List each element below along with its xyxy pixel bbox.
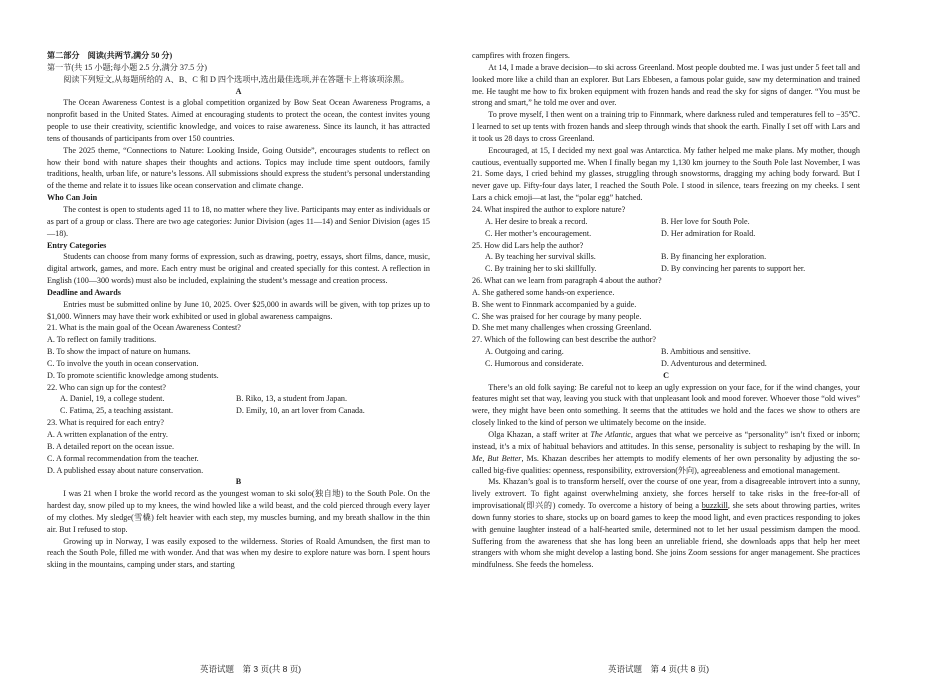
option: A. Outgoing and caring.	[485, 347, 564, 357]
option: A. Her desire to break a record.	[485, 216, 588, 226]
subheading-who-can-join: Who Can Join	[47, 193, 98, 203]
option: A. By teaching her survival skills.	[485, 252, 596, 262]
text: , argues that what we perceive as “personality” isn’t fixed or inborn; instead, it’s a mix of habitual behaviors and attitudes. In this sense, personality is subject to reshaping by the will. In	[472, 430, 861, 451]
instructions: 阅读下列短文,从每题所给的 A、B、C 和 D 四个选项中,选出最佳选项,并在答题卡上将该项涂黑。	[63, 74, 409, 84]
option: A. A written explanation of the entry.	[47, 430, 168, 439]
option: D. She met many challenges when crossing Greenland.	[472, 323, 652, 333]
option: D. Her admiration for Roald.	[661, 228, 756, 238]
section-note: 第一节(共 15 小题;每小题 2.5 分,满分 37.5 分)	[47, 62, 208, 72]
paragraph: Entries must be submitted online by June 10, 2025. Over $25,000 in awards will be given, with top prizes up to $1,000. Winners may have their work exhibited or used in global awareness campaigns.	[47, 299, 430, 321]
option: D. A published essay about nature conservation.	[47, 465, 204, 475]
question-27: 27. Which of the following can best describe the author?	[472, 335, 656, 345]
option: C. By training her to ski skillfully.	[485, 264, 597, 274]
option: C. To involve the youth in ocean conservation.	[47, 358, 199, 368]
option-row	[485, 228, 860, 240]
option: B. Her love for South Pole.	[661, 216, 750, 226]
option: D. Emily, 10, an art lover from Canada.	[236, 406, 365, 416]
option-row	[485, 251, 860, 263]
passage-a-label: A	[235, 86, 242, 96]
option: B. A detailed report on the ocean issue.	[47, 441, 175, 451]
paragraph: The contest is open to students aged 11 to 18, no matter where they live. Participants may enter as individuals or as part of a group or class. There are two age categories: Junior Division (ages 11—14) and Senior Division (ages 15—18).	[47, 204, 430, 238]
text: , Ms. Khazan describes her attempts to modify elements of her own personality by adjusting the so-called big-five qualities: openness, responsibility, extroversion(外向), agreeableness and emotional management.	[472, 453, 861, 475]
passage-b-label: B	[235, 477, 242, 487]
passage-c-label: C	[663, 370, 669, 380]
left-column	[47, 50, 430, 571]
option: C. She was praised for her courage by many people.	[472, 311, 642, 321]
paragraph: Students can choose from many forms of expression, such as drawing, poetry, essays, short films, dance, music, digital artwork, games, and more. Each entry must be original and created specially for this contest. A reflection in English (100—300 words) must also be included, explaining the student’s message and creation process.	[47, 252, 430, 286]
paragraph: Growing up in Norway, I was easily exposed to the wilderness. Stories of Roald Amundsen, the first man to reach the South Pole, filled me with wonder. And that was when my desire to explore nature was born. I spent hours skiing in the mountains, camping under stars, and starting	[47, 536, 430, 570]
magazine-title: The Atlantic	[590, 430, 631, 439]
section-heading: 第二部分 阅读(共两节,满分 50 分)	[47, 51, 173, 60]
question-21: 21. What is the main goal of the Ocean Awareness Contest?	[47, 323, 241, 333]
option: D. By convincing her parents to support her.	[661, 264, 806, 274]
option: C. Her mother’s encouragement.	[485, 228, 592, 238]
option: B. She went to Finnmark accompanied by a guide.	[472, 299, 637, 309]
option-row	[485, 216, 860, 228]
option: B. To show the impact of nature on humans.	[47, 347, 191, 357]
option-row	[485, 263, 860, 275]
question-22: 22. Who can sign up for the contest?	[47, 382, 166, 392]
option-row	[485, 358, 860, 370]
paragraph: There’s an old folk saying: Be careful not to keep an ugly expression on your face, for if the wind changes, your features might set that way, leaving you stuck with that unpleasant look and mood forever. Whoever those “old wives” were, they might have been onto something. It seems that the attitudes we hold and the faces we show to others are closely linked to the kind of person we ultimately become on the inside.	[472, 382, 860, 428]
option: C. A formal recommendation from the teacher.	[47, 453, 199, 463]
option: B. By financing her exploration.	[661, 252, 767, 262]
paragraph: To prove myself, I then went on a training trip to Finnmark, where darkness ruled and temperatures fell to −35℃. I learned to set up tents with frozen hands and sleep through winds that shook the earth. Finally I set off with Lars and it took us 28 days to cross Greenland.	[472, 110, 860, 143]
question-25: 25. How did Lars help the author?	[472, 240, 584, 250]
option: D. Adventurous and determined.	[661, 358, 767, 368]
question-24: 24. What inspired the author to explore nature?	[472, 204, 626, 214]
option: A. She gathered some hands-on experience.	[472, 287, 615, 297]
option: C. Fatima, 25, a teaching assistant.	[60, 406, 174, 416]
text: , she sets about throwing parties, writes down funny stories to share, stocks up on board games to keep the mood light, and even practices responding to jokes with genuine laughter instead of a half-hearted smile, determined not to let her usual pessimism dampen the mood. Suffering from the awareness that she has long been an unreliable friend, she downloads apps that help her meet strangers with whom she might develop a lasting bond. She joins Zoom sessions for anger management. She practices mindfulness. She feeds the homeless.	[472, 501, 861, 570]
book-title: Me, But Better	[472, 453, 522, 463]
option-row	[60, 405, 430, 417]
right-column	[472, 50, 860, 571]
paragraph	[472, 476, 860, 571]
paragraph: Encouraged, at 15, I decided my next goal was Antarctica. My father helped me make plans. My mother, though cautious, eventually supported me. When I finally began my 1,130 km journey to the South Pole last November, I was 21. Some days, I cried behind my glasses, struggling through snowstorms, dragging my aching body forward. But I never gave up. Fifty-four days later, I reached the South Pole. I stood in silence, tears freezing on my cheeks. I sent Lars a chick emoji—at last, the “polar egg” hatched.	[472, 145, 860, 203]
option: C. Humorous and considerate.	[485, 358, 584, 368]
paragraph	[472, 429, 860, 476]
paragraph: I was 21 when I broke the world record as the youngest woman to ski solo(独自地) to the South Pole. On the hardest day, snow piled up to my knees, the wind howled like a wild beast, and the cold pierced through every layer of my clothes. My sledge(雪橇) felt heavier with each step, my muscles burning, and my breath shallow in the thin air. But I refused to stop.	[47, 489, 430, 534]
page-footer-right: 英语试题 第 4 页(共 8 页)	[608, 664, 710, 674]
question-26: 26. What can we learn from paragraph 4 about the author?	[472, 276, 662, 286]
option: D. To promote scientific knowledge among students.	[47, 370, 219, 380]
paragraph: The Ocean Awareness Contest is a global competition organized by Bow Seat Ocean Awareness Programs, a nonprofit based in the United States. Aimed at encouraging students to protect the ocean, the contest invites young people to use their creativity, scientific knowledge, and voices to raise awareness. Since its launch, it has attracted tens of thousands of participants from over 150 countries.	[47, 98, 430, 143]
subheading-entry-categories: Entry Categories	[47, 240, 107, 250]
paragraph: The 2025 theme, “Connections to Nature: Looking Inside, Going Outside”, encourages students to reflect on how their bond with nature shapes their thoughts and actions. Topics may include time spent outdoors, family traditions, health, urban life, or nature’s lessons. All submissions should express the student’s personal understanding of the theme and relate it to issues like ocean conservation and climate change.	[47, 145, 430, 191]
option: B. Riko, 13, a student from Japan.	[236, 394, 348, 404]
underlined-word: buzzkill	[701, 501, 728, 511]
option: A. Daniel, 19, a college student.	[60, 394, 165, 404]
option: A. To reflect on family traditions.	[47, 335, 157, 345]
text: Ms. Khazan’s goal is to transform herself, over the course of one year, from a disagreeable introvert into a sunny, lively extrovert. To fight against overwhelming anxiety, she forces herself to take risks in the free-for-all of improvisational(即兴的) comedy. To overcome a history of being a	[472, 477, 860, 511]
option-row	[485, 346, 860, 358]
text: Olga Khazan, a staff writer at	[488, 430, 591, 439]
paragraph: At 14, I made a brave decision—to ski across Greenland. Most people doubted me. I was just under 5 feet tall and looked more like a child than an explorer. But Lars Ebbesen, a famous polar guide, saw my determination and trained me. He taught me how to fix broken equipment with frozen hands and read the sky for signs of danger. “You must be strong and smart,” he told me over and over.	[472, 62, 860, 108]
option-row	[60, 393, 430, 405]
page-footer-left: 英语试题 第 3 页(共 8 页)	[200, 664, 302, 674]
question-23: 23. What is required for each entry?	[47, 418, 164, 428]
paragraph-continued: campfires with frozen fingers.	[472, 51, 570, 60]
subheading-deadline: Deadline and Awards	[47, 287, 121, 297]
option: B. Ambitious and sensitive.	[661, 347, 751, 357]
